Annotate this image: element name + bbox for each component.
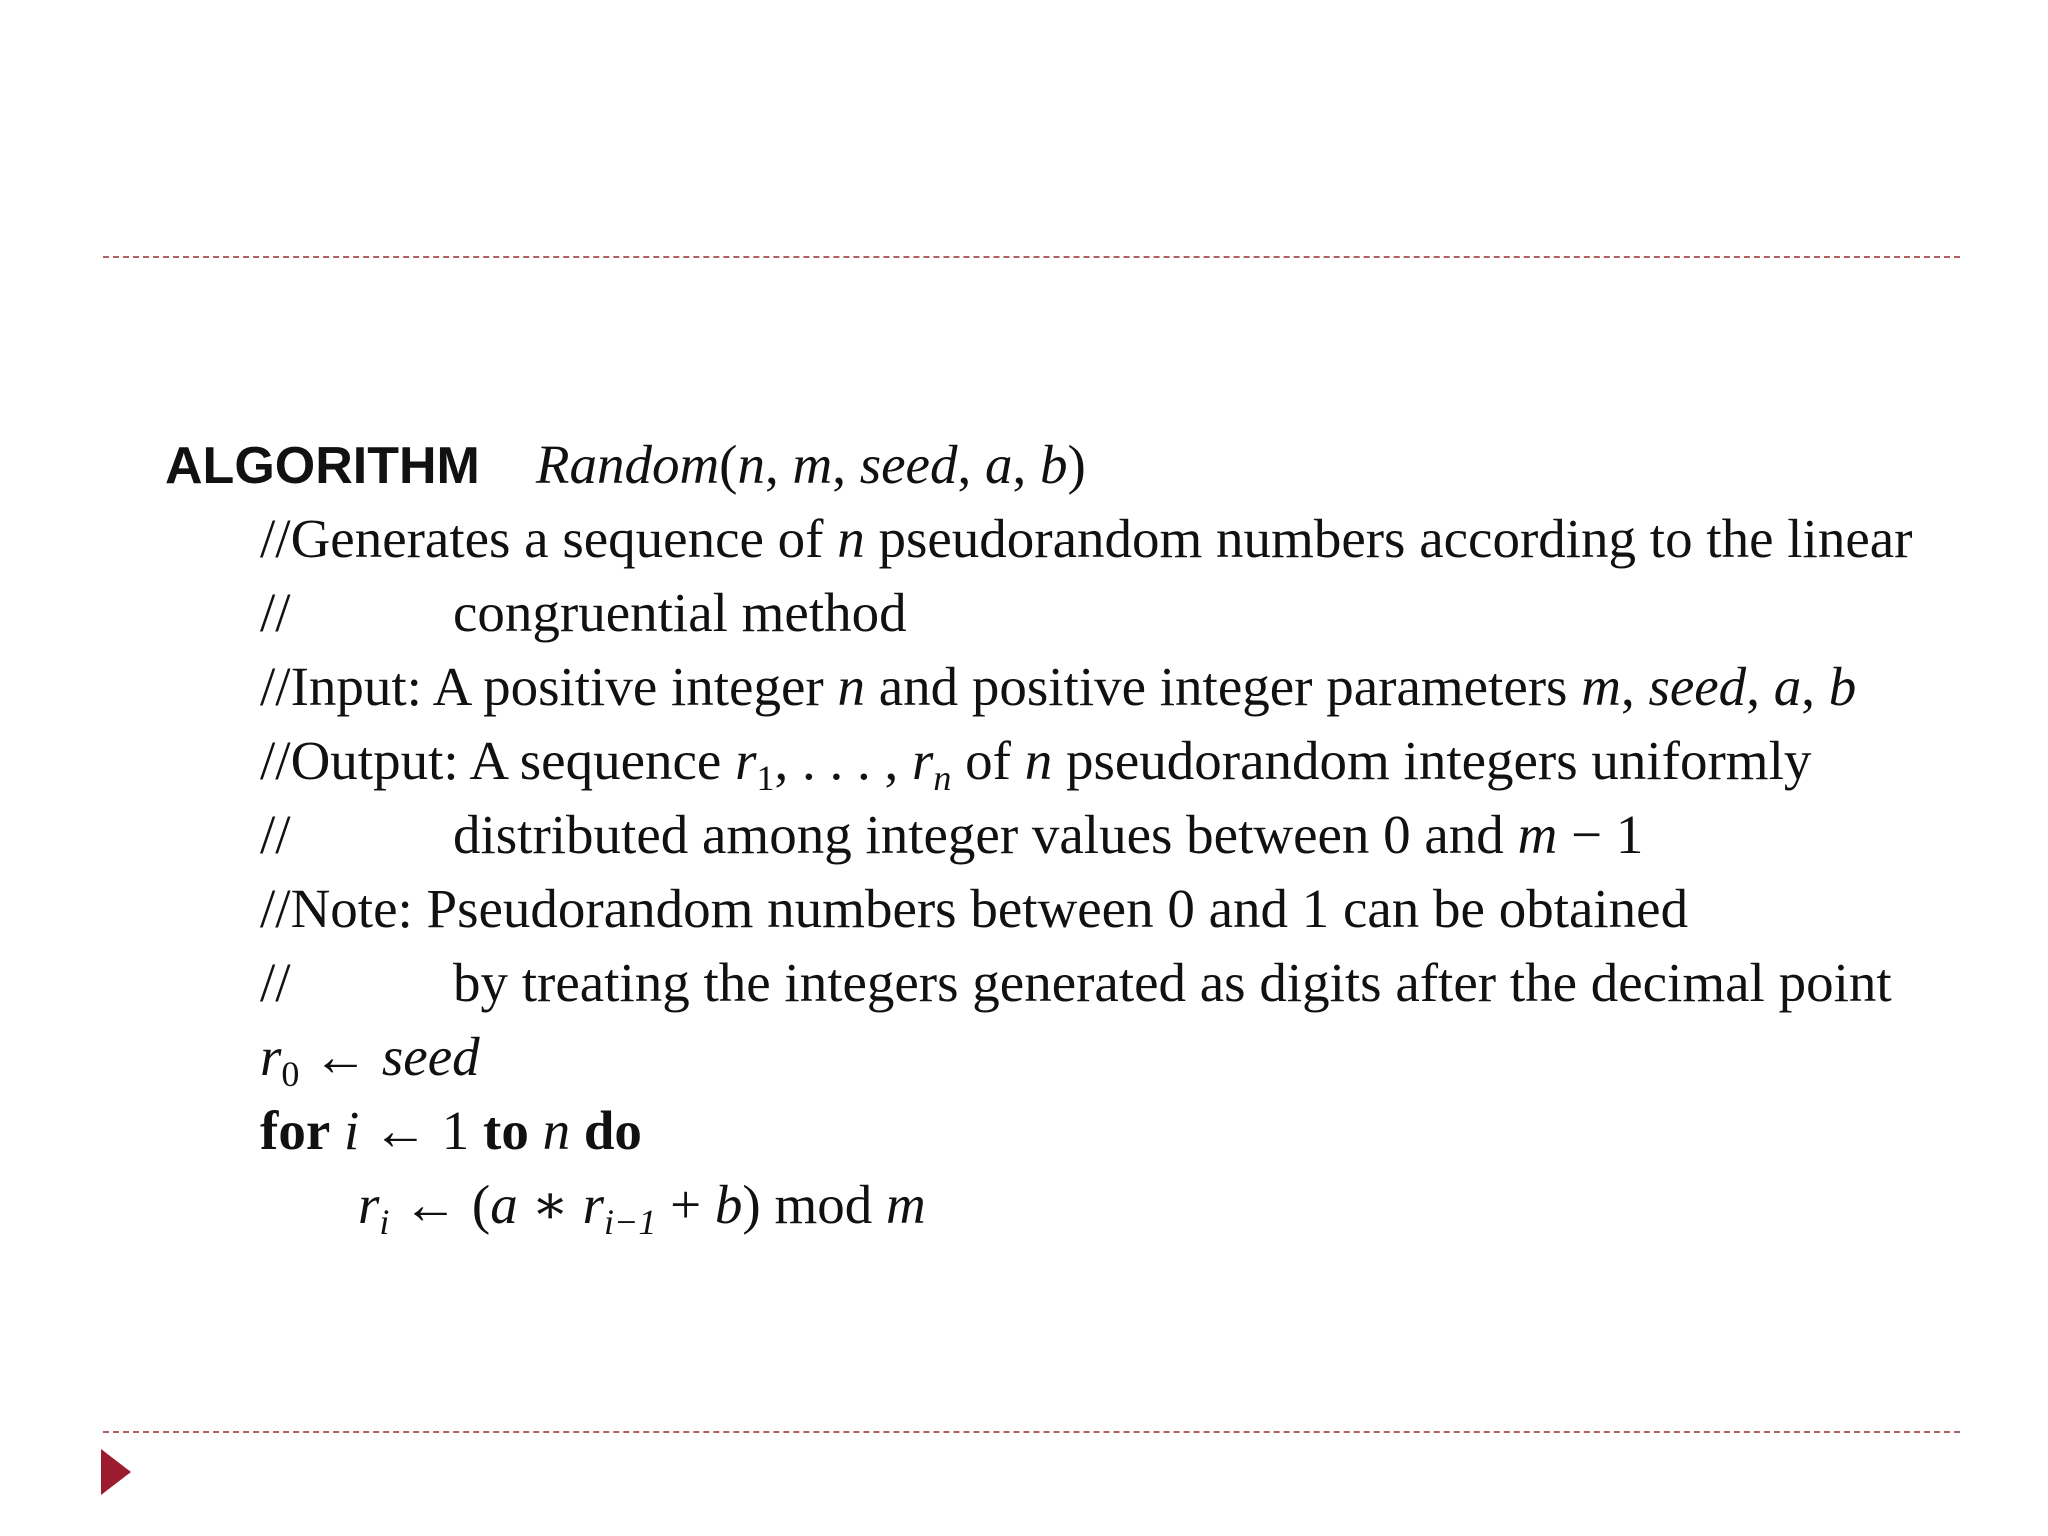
comment-line: // distributed among integer values between 0 and m − 1 bbox=[260, 804, 1644, 865]
comment-line: // congruential method bbox=[260, 582, 907, 643]
init-statement: $r_0$ ← seed bbox=[260, 1026, 480, 1094]
top-dashed-divider bbox=[103, 256, 1960, 258]
next-slide-arrow-icon[interactable] bbox=[101, 1449, 131, 1495]
param-m: m bbox=[792, 434, 833, 495]
algorithm-header: ALGORITHM Random(n, m, seed, a, b) bbox=[165, 434, 1086, 495]
algorithm-block bbox=[165, 428, 2025, 1242]
comment-line: //Output: A sequence $r_1$, . . . , $r_n$ of n pseudorandom integers uniformly bbox=[260, 730, 1812, 798]
comment-line: //Input: A positive integer n and positive integer parameters m, seed, a, b bbox=[260, 656, 1857, 717]
comment-line: //Note: Pseudorandom numbers between 0 and 1 can be obtained bbox=[260, 878, 1689, 939]
algorithm-name: Random bbox=[535, 434, 720, 495]
comment-line: //Generates a sequence of n pseudorandom numbers according to the linear bbox=[260, 508, 1913, 569]
loop-body-statement: $r_i$ ← (a ∗ $r_{i-1} + b$) mod m bbox=[358, 1174, 926, 1242]
algorithm-keyword: ALGORITHM bbox=[165, 437, 480, 495]
param-n: n bbox=[737, 434, 765, 495]
param-a: a bbox=[984, 434, 1013, 495]
for-loop-statement: for i ← 1 to n do bbox=[260, 1100, 642, 1161]
bottom-dashed-divider bbox=[103, 1431, 1960, 1433]
param-b: b bbox=[1039, 434, 1068, 495]
comment-line: // by treating the integers generated as digits after the decimal point bbox=[260, 952, 1892, 1013]
param-seed: seed bbox=[859, 434, 958, 495]
